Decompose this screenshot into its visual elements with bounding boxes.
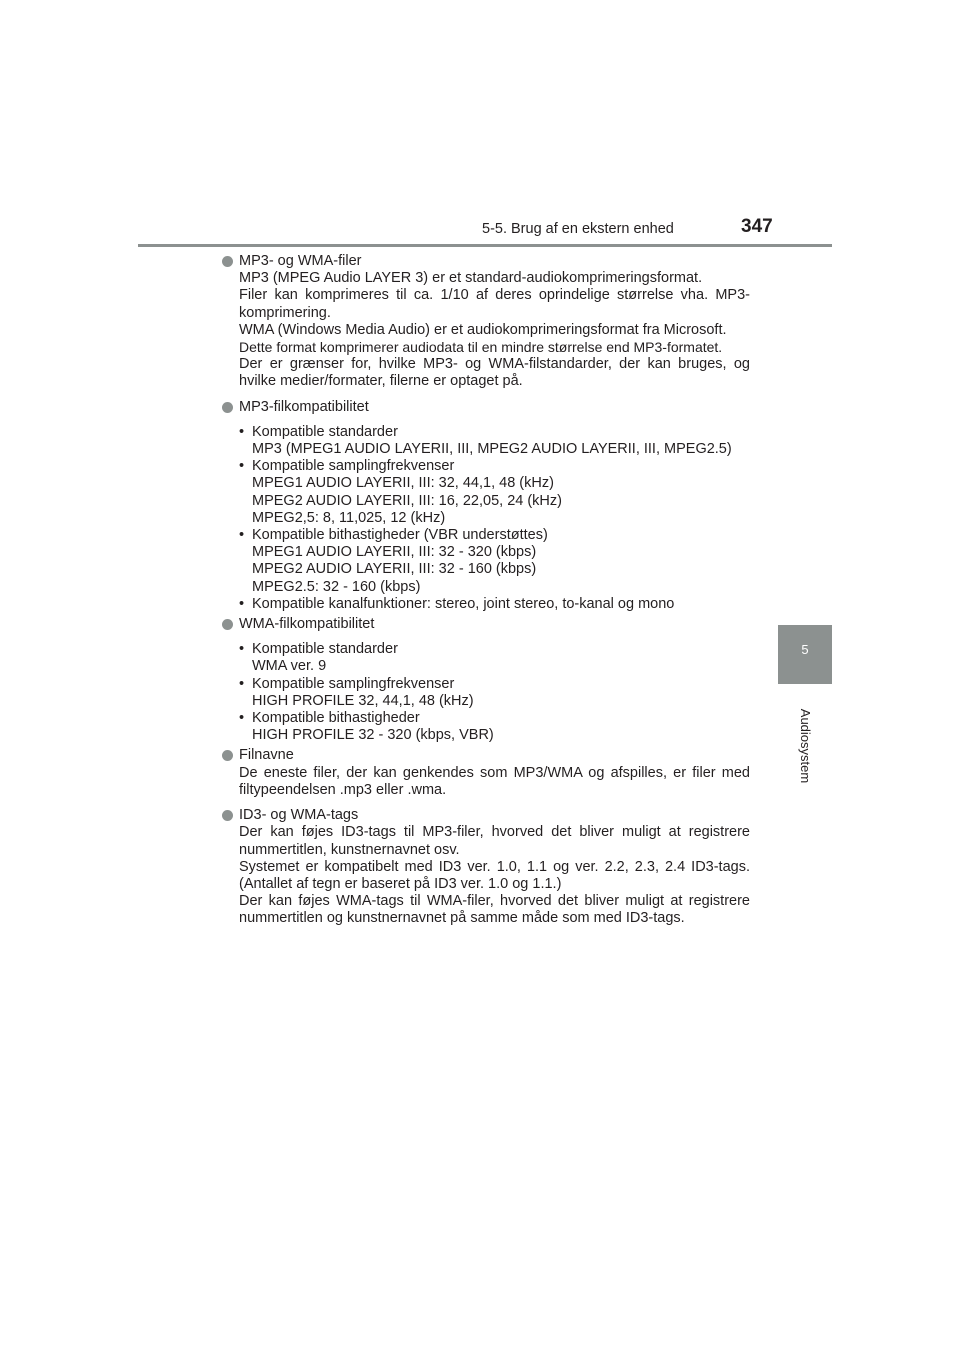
item-label: Kompatible samplingfrekvenser — [252, 458, 455, 475]
bullet-circle-icon — [222, 256, 233, 267]
section-heading: WMA-filkompatibilitet — [239, 616, 375, 633]
main-content — [222, 253, 750, 936]
list-item — [239, 676, 750, 710]
section-mp3-compatibility — [222, 399, 750, 613]
section-mp3-wma-files — [222, 253, 750, 391]
header-section-title: 5-5. Brug af en ekstern enhed — [482, 221, 674, 237]
section-heading: Filnavne — [239, 747, 294, 764]
item-label: Kompatible standarder — [252, 423, 398, 440]
chapter-tab: 5 — [778, 625, 832, 684]
section-id3-wma-tags — [222, 807, 750, 927]
bullet-dot-icon: • — [239, 675, 245, 692]
paragraph: Filer kan komprimeres til ca. 1/10 af deres oprindelige størrelse vha. MP3-komprimering. — [239, 287, 750, 321]
bullet-circle-icon — [222, 402, 233, 413]
item-value: MPEG2,5: 8, 11,025, 12 (kHz) — [252, 509, 446, 526]
item-value: HIGH PROFILE 32 - 320 (kbps, VBR) — [252, 727, 494, 744]
list-item — [239, 710, 750, 744]
section-heading: MP3-filkompatibilitet — [239, 398, 369, 415]
item-label: Kompatible samplingfrekvenser — [252, 675, 455, 692]
bullet-dot-icon: • — [239, 595, 245, 612]
section-heading: MP3- og WMA-filer — [239, 253, 362, 269]
paragraph: WMA (Windows Media Audio) er et audiokomprimeringsformat fra Microsoft. — [239, 321, 727, 338]
bullet-circle-icon — [222, 810, 233, 821]
page-number: 347 — [741, 216, 773, 237]
bullet-dot-icon: • — [239, 641, 245, 658]
list-item — [239, 596, 750, 613]
item-list — [239, 424, 750, 613]
section-heading: ID3- og WMA-tags — [239, 807, 359, 824]
item-label: Kompatible bithastigheder — [252, 710, 420, 727]
chapter-label: Audiosystem — [798, 708, 813, 784]
header-divider — [138, 244, 832, 247]
item-value: MPEG2.5: 32 - 160 (kbps) — [252, 578, 421, 595]
bullet-dot-icon: • — [239, 458, 245, 475]
paragraph: Dette format komprimerer audiodata til en mindre størrelse end MP3-formatet. — [239, 339, 723, 356]
bullet-circle-icon — [222, 619, 233, 630]
item-value: MPEG1 AUDIO LAYERII, III: 32 - 320 (kbps) — [252, 544, 537, 561]
item-value: WMA ver. 9 — [252, 658, 327, 675]
bullet-dot-icon: • — [239, 423, 245, 440]
item-list — [239, 641, 750, 744]
item-value: HIGH PROFILE 32, 44,1, 48 (kHz) — [252, 692, 474, 709]
bullet-dot-icon: • — [239, 527, 245, 544]
item-value: MP3 (MPEG1 AUDIO LAYERII, III, MPEG2 AUDIO LAYERII, III, MPEG2.5) — [252, 441, 732, 458]
list-item — [239, 424, 750, 458]
bullet-circle-icon — [222, 750, 233, 761]
section-wma-compatibility — [222, 616, 750, 744]
paragraph: De eneste filer, der kan genkendes som MP3/WMA og afspilles, er filer med filtypeendelsen .mp3 eller .wma. — [239, 764, 750, 798]
paragraph: Systemet er kompatibelt med ID3 ver. 1.0, 1.1 og ver. 2.2, 2.3, 2.4 ID3-tags. (Antallet af tegn er baseret på ID3 ver. 1.0 og 1.1.) — [239, 858, 750, 892]
paragraph: MP3 (MPEG Audio LAYER 3) er et standard-audiokomprimeringsformat. — [239, 270, 703, 287]
item-value: MPEG2 AUDIO LAYERII, III: 32 - 160 (kbps) — [252, 561, 537, 578]
paragraph: Der kan føjes WMA-tags til WMA-filer, hvorved det bliver muligt at registrere nummertitlen og kunstnernavnet på samme måde som med ID3-tags. — [239, 893, 750, 927]
paragraph: Der er grænser for, hvilke MP3- og WMA-filstandarder, der kan bruges, og hvilke medier/formater, filerne er optaget på. — [239, 356, 750, 390]
item-label: Kompatible standarder — [252, 641, 398, 658]
item-label: Kompatible bithastigheder (VBR understøttes) — [252, 527, 548, 544]
item-value: MPEG1 AUDIO LAYERII, III: 32, 44,1, 48 (kHz) — [252, 475, 554, 492]
item-value: MPEG2 AUDIO LAYERII, III: 16, 22,05, 24 (kHz) — [252, 492, 562, 509]
section-filenames — [222, 747, 750, 799]
item-label: Kompatible kanalfunktioner: stereo, joint stereo, to-kanal og mono — [252, 595, 675, 612]
list-item — [239, 641, 750, 675]
list-item — [239, 458, 750, 527]
list-item — [239, 527, 750, 596]
bullet-dot-icon: • — [239, 710, 245, 727]
paragraph: Der kan føjes ID3-tags til MP3-filer, hvorved det bliver muligt at registrere nummertitlen, kunstnernavnet osv. — [239, 824, 750, 858]
